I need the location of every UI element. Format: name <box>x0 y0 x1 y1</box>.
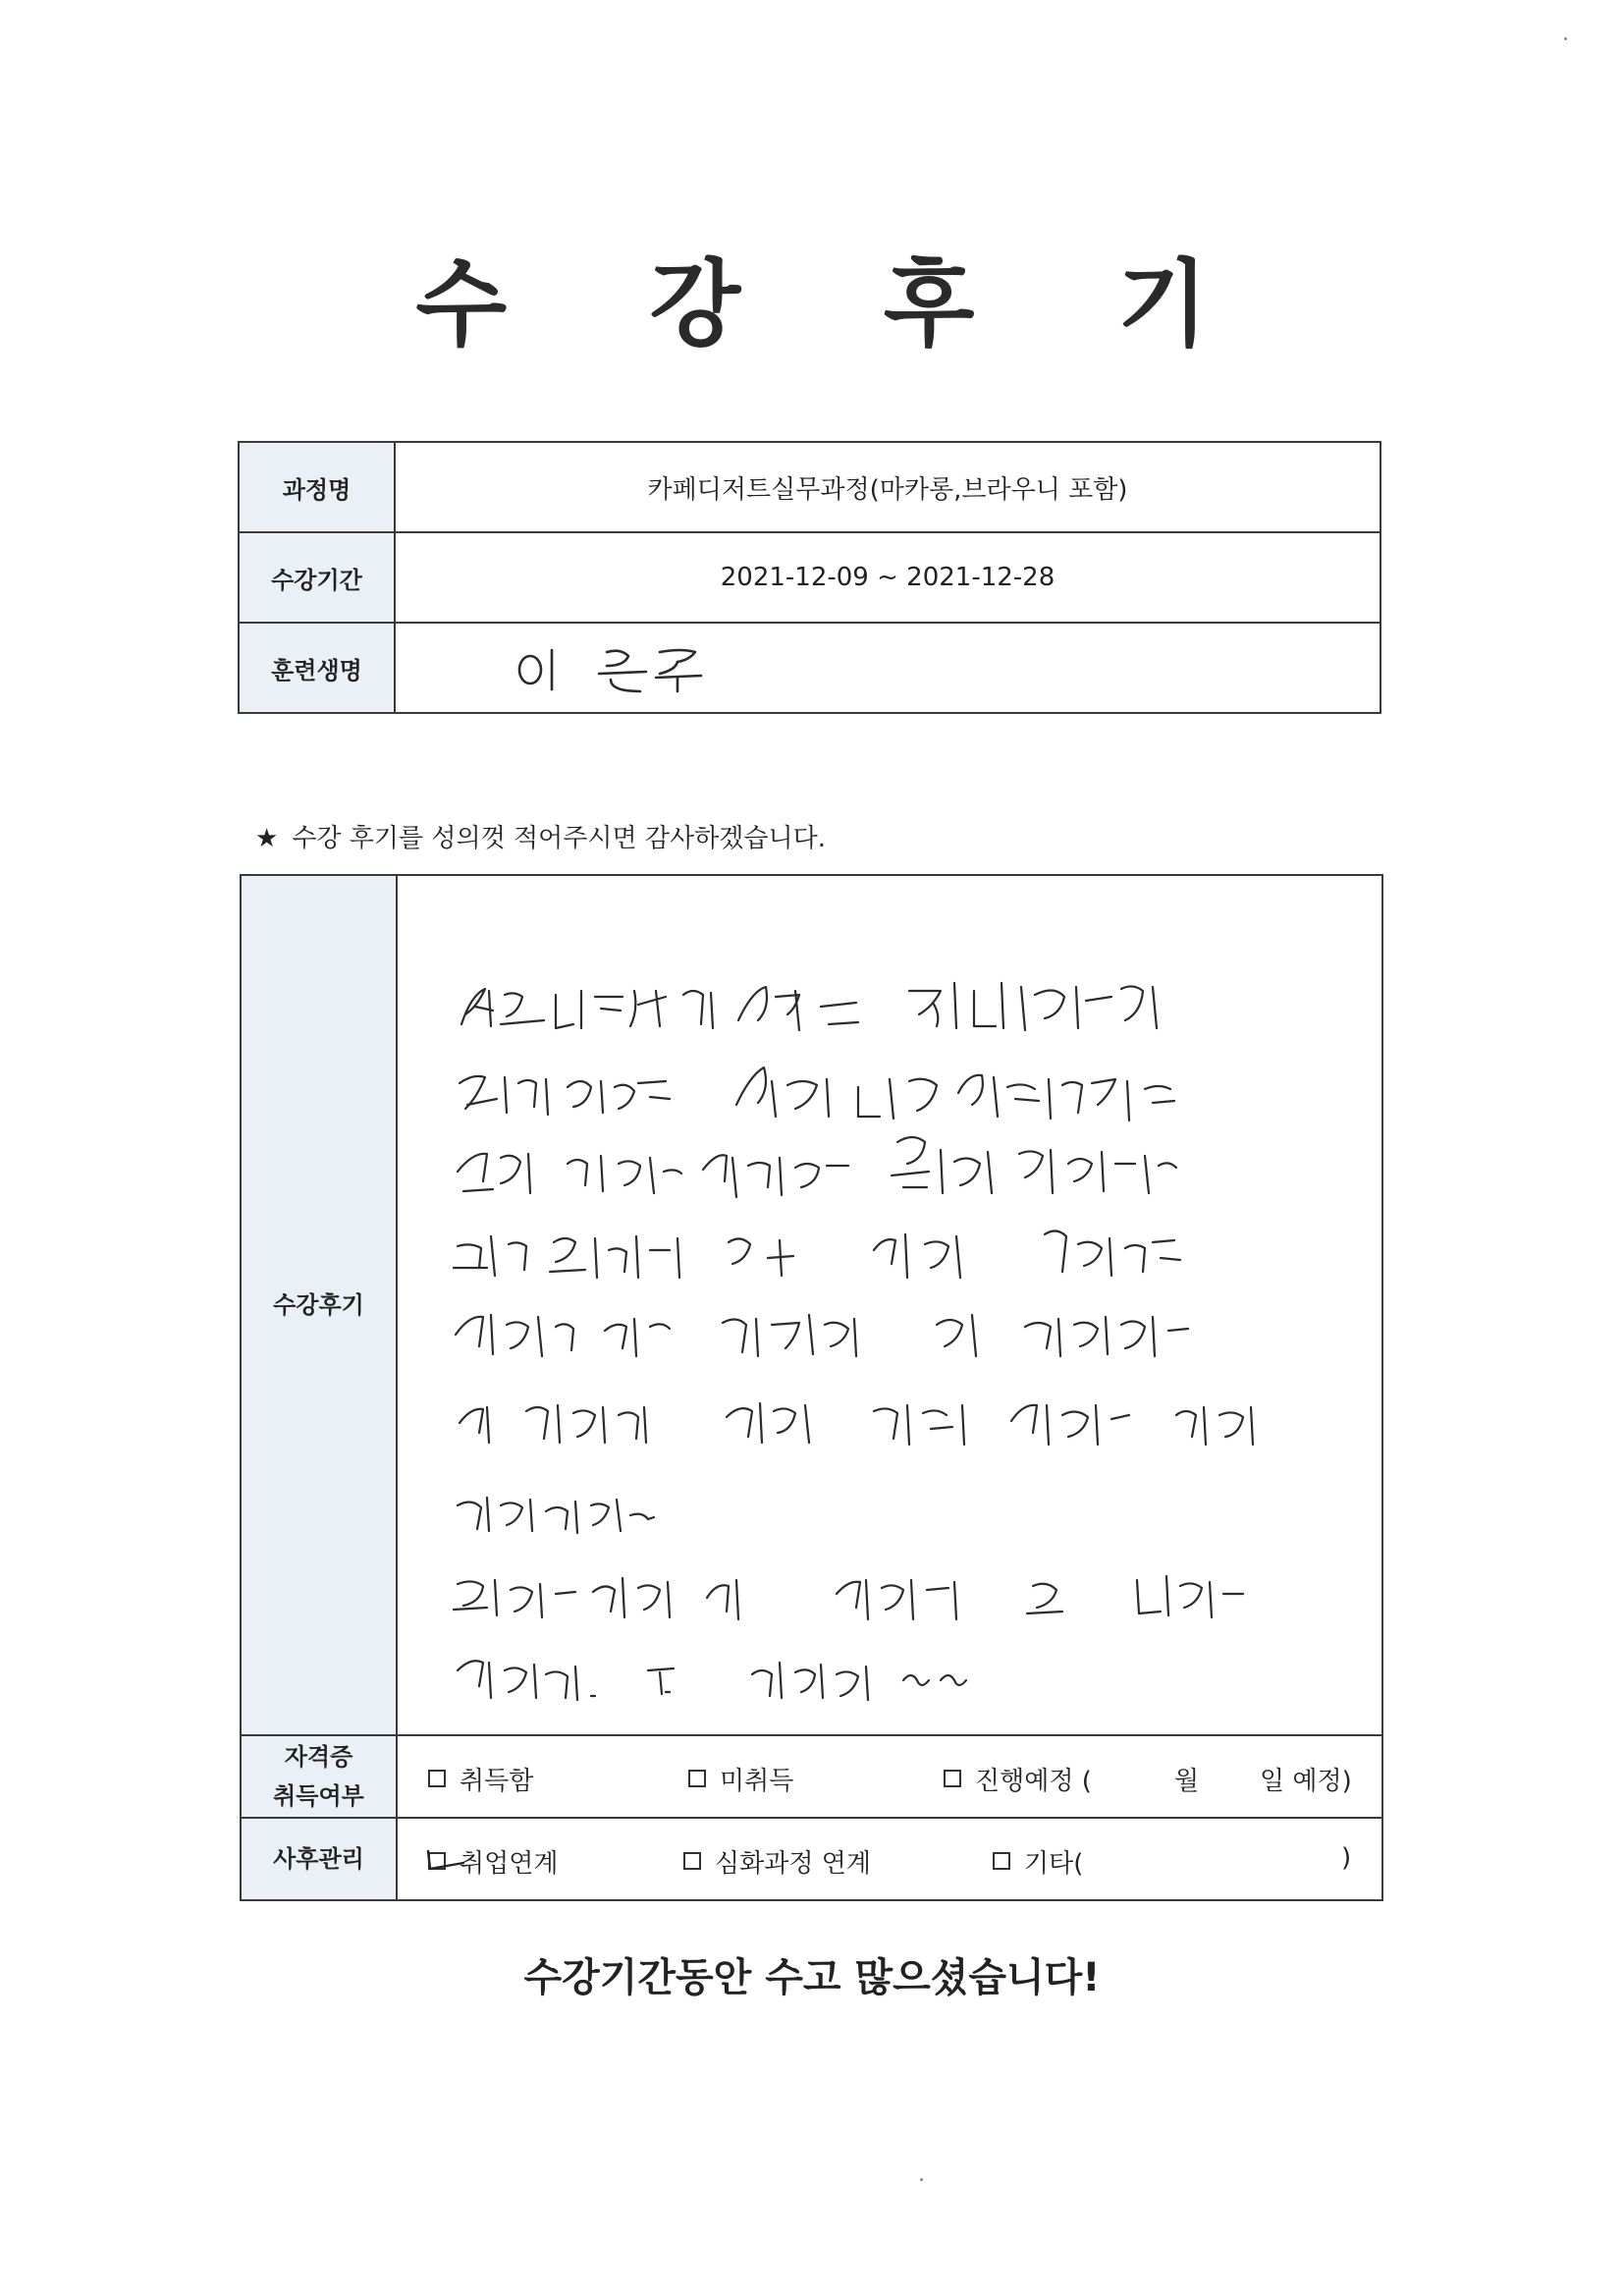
review-handwriting-area <box>399 877 1380 1733</box>
instruction-note <box>255 818 826 854</box>
review-content <box>397 875 1382 1735</box>
review-row <box>241 875 1382 1735</box>
course-info-table <box>238 441 1381 714</box>
certificate-options <box>397 1735 1382 1818</box>
option-other[interactable]: 기타( <box>993 1843 1083 1880</box>
review-table <box>240 874 1383 1901</box>
option-advanced-course[interactable]: 심화과정 연계 <box>683 1843 871 1880</box>
certificate-label-line1: 자격증 <box>284 1743 353 1771</box>
other-close-paren: ) <box>1341 1843 1352 1873</box>
option-job-linkage[interactable]: 취업연계 <box>428 1843 558 1880</box>
instruction-text: 수강 후기를 성의껏 적어주시면 감사하겠습니다. <box>292 824 826 853</box>
option-in-progress[interactable]: 진행예정 ( <box>944 1761 1092 1797</box>
period-value: 2021-12-09 ~ 2021-12-28 <box>395 532 1380 623</box>
checkbox-icon[interactable] <box>993 1852 1010 1870</box>
handwritten-review-image <box>399 877 1388 1733</box>
trainee-name-handwriting <box>395 623 1380 713</box>
period-label: 수강기간 <box>239 532 395 623</box>
certificate-label-line2: 취득여부 <box>273 1782 364 1810</box>
handwritten-name-image <box>509 638 744 697</box>
aftercare-options <box>397 1818 1382 1900</box>
trainee-row <box>239 623 1380 713</box>
trainee-label: 훈련생명 <box>239 623 395 713</box>
checkbox-icon[interactable] <box>683 1852 701 1870</box>
star-icon: ★ <box>255 824 279 853</box>
checked-checkbox[interactable] <box>428 1849 460 1879</box>
checkbox-icon[interactable] <box>944 1770 961 1787</box>
check-mark-icon <box>424 1843 467 1877</box>
course-value: 카페디저트실무과정(마카롱,브라우니 포함) <box>395 442 1380 532</box>
certificate-label <box>241 1735 397 1818</box>
checkbox-icon[interactable] <box>688 1770 706 1787</box>
scan-speck <box>1564 37 1567 40</box>
scan-speck <box>920 2178 923 2181</box>
checkbox-icon[interactable] <box>428 1770 446 1787</box>
closing-message: 수강기간동안 수고 많으셨습니다! <box>523 1955 1101 2000</box>
month-label: 월 <box>1174 1767 1200 1796</box>
course-label: 과정명 <box>239 442 395 532</box>
certificate-row <box>241 1735 1382 1818</box>
aftercare-label: 사후관리 <box>241 1818 397 1900</box>
period-row <box>239 532 1380 623</box>
day-label: 일 예정) <box>1260 1767 1352 1796</box>
document-title: 수 강 후 기 <box>415 249 1264 359</box>
review-label: 수강후기 <box>241 875 397 1735</box>
option-not-acquired[interactable]: 미취득 <box>688 1761 793 1797</box>
option-acquired[interactable]: 취득함 <box>428 1761 533 1797</box>
aftercare-row <box>241 1818 1382 1900</box>
course-row <box>239 442 1380 532</box>
